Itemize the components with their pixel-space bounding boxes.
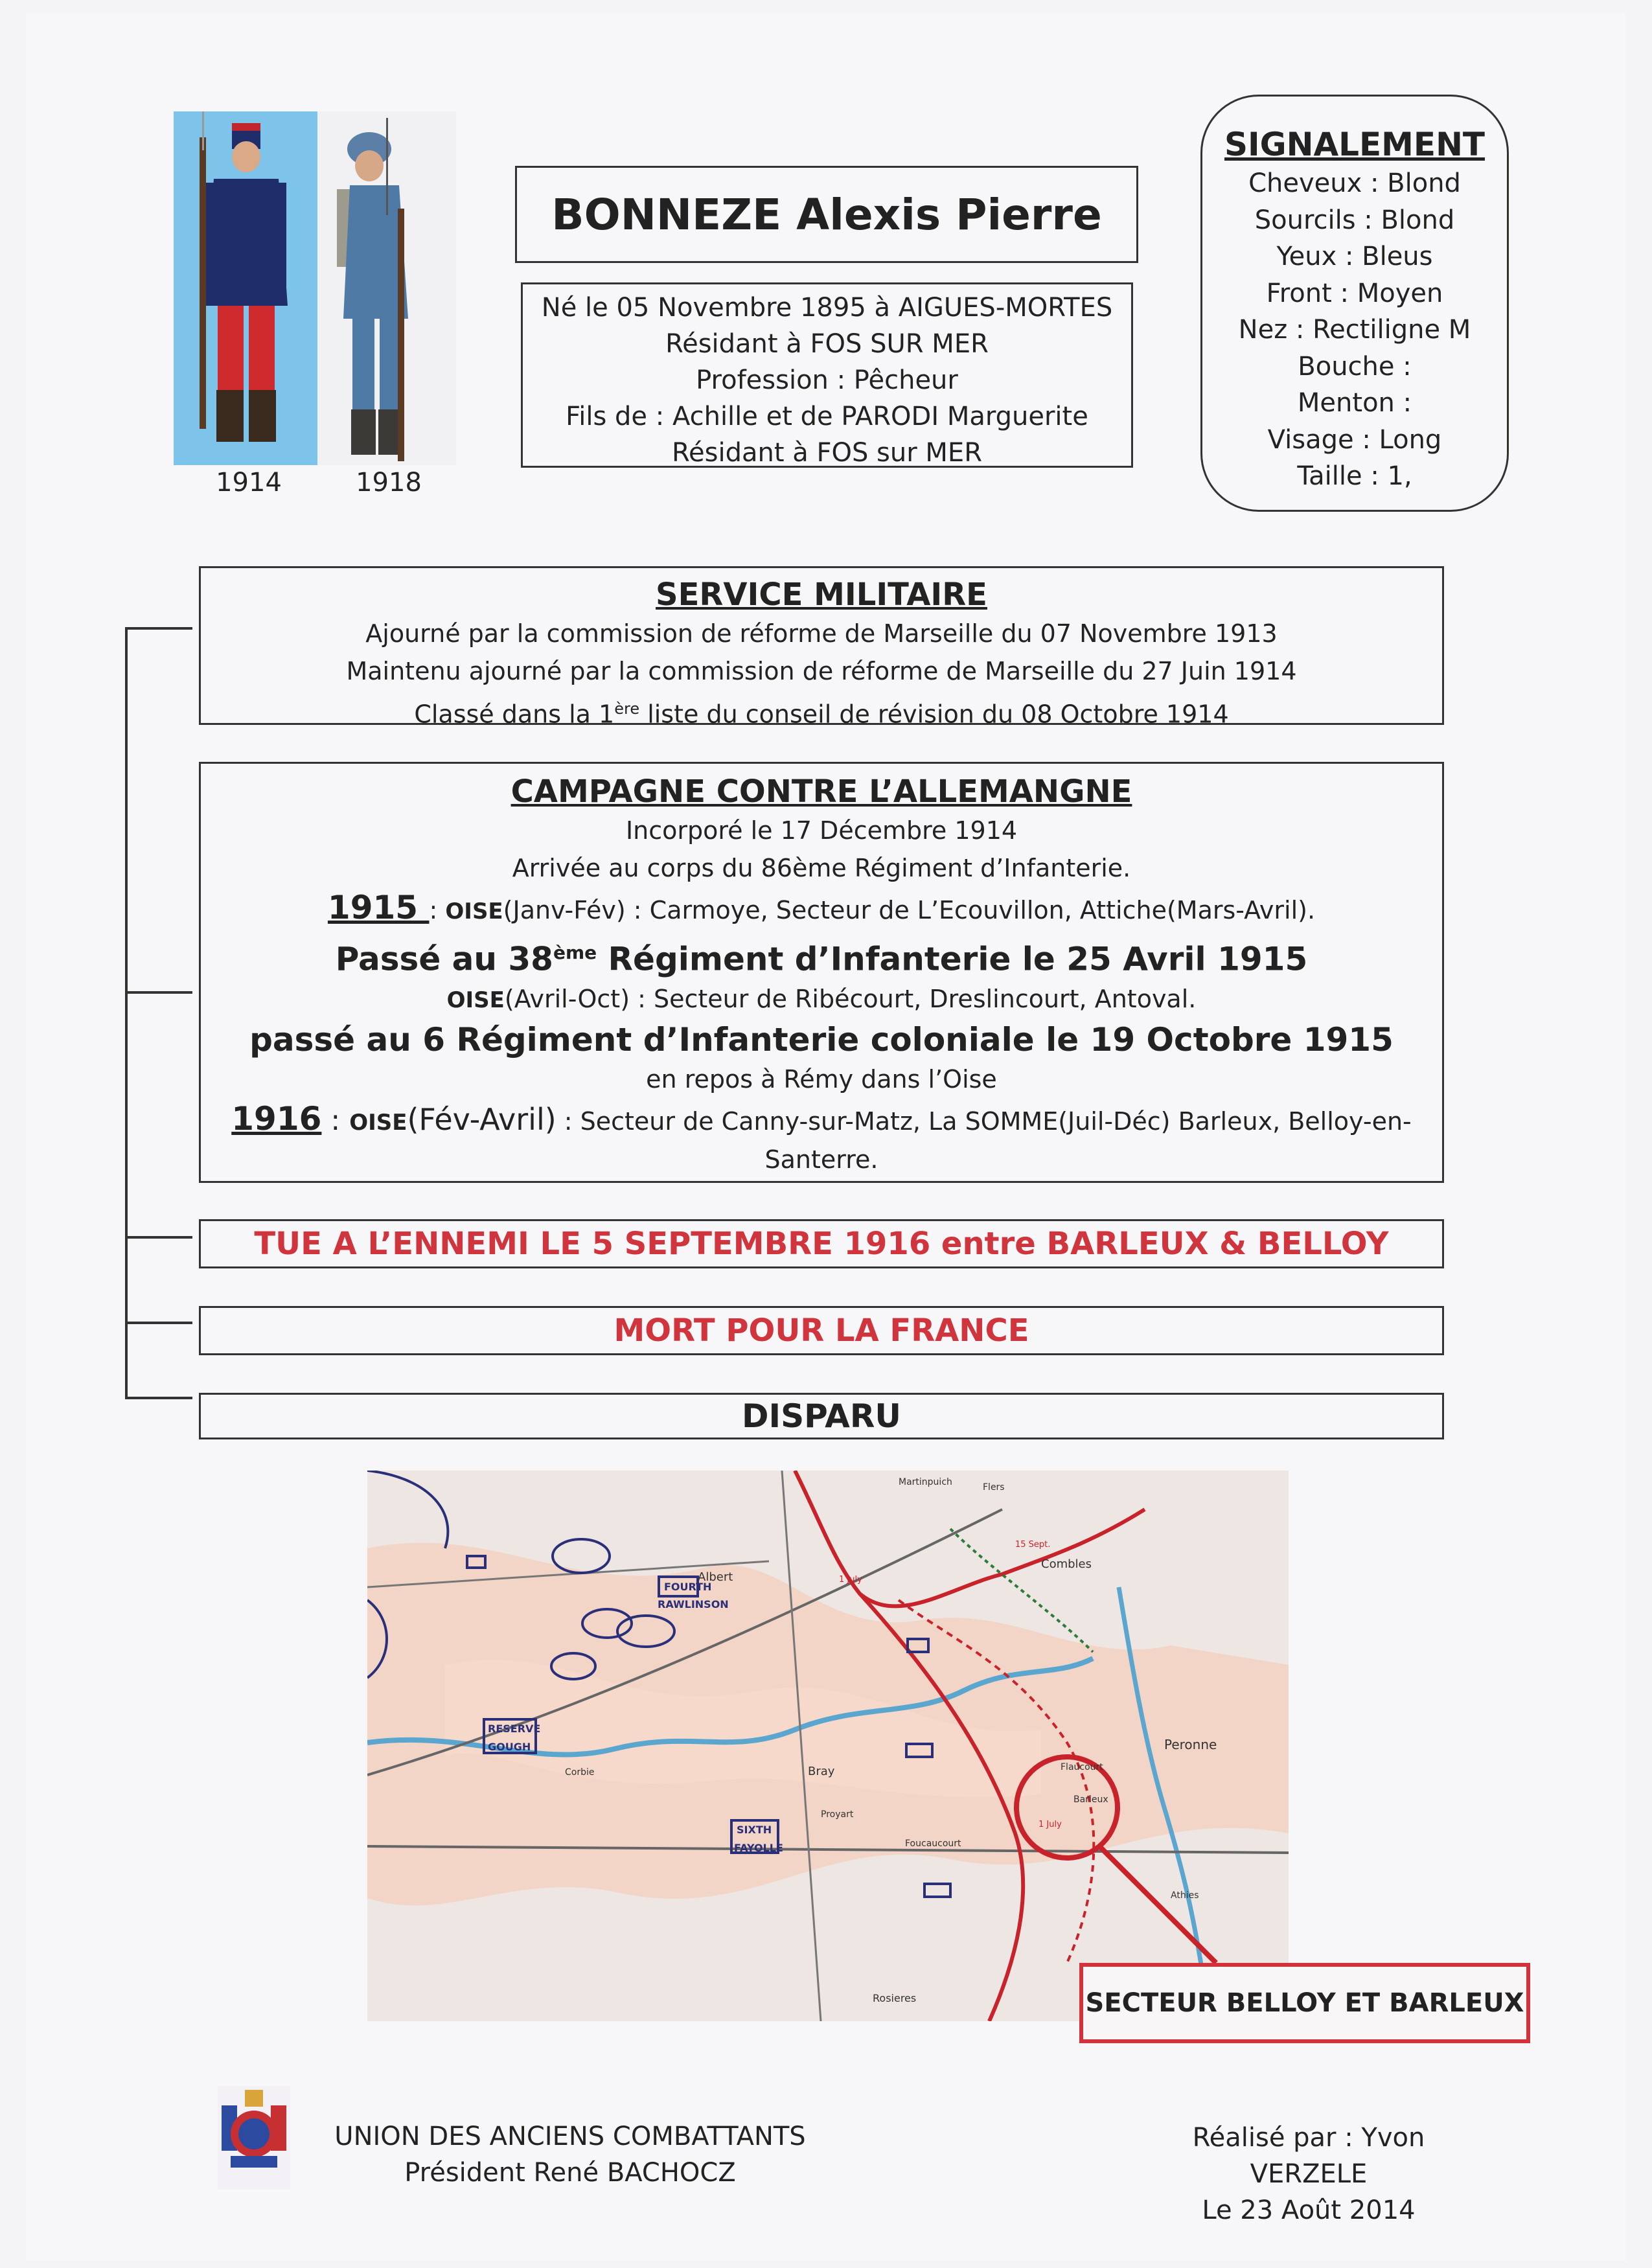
parents-line: Fils de : Achille et de PARODI Marguerite (566, 402, 1088, 431)
disparu-box (199, 1393, 1444, 1439)
place-rosieres: Rosieres (873, 1992, 917, 2004)
date-line: Le 23 Août 2014 (1202, 2195, 1416, 2225)
year-1915: 1915 (327, 889, 430, 926)
oise-label: OISE (349, 1109, 407, 1136)
name-box (515, 166, 1138, 263)
timeline-bracket-tick (125, 1236, 192, 1239)
service-line-part: Classé dans la 1 (414, 700, 615, 729)
oise-label: OISE (445, 899, 503, 924)
place-barleux: Barleux (1073, 1794, 1108, 1805)
army-rawlinson: RAWLINSON (658, 1598, 729, 1610)
parents-residence-line: Résidant à FOS sur MER (672, 438, 982, 468)
service-line: Maintenu ajourné par la commission de réforme de Marseille du 27 Juin 1914 (346, 657, 1297, 685)
year-label-1918: 1918 (356, 468, 422, 498)
signalement-line: Nez : Rectiligne M (1238, 315, 1471, 345)
year-1916-line (201, 1098, 1442, 1143)
army-sixth: SIXTH (737, 1824, 772, 1836)
army-fayolle: FAYOLLE (734, 1842, 783, 1854)
separator: : (321, 1103, 350, 1137)
tue-text: TUE A L’ENNEMI LE 5 SEPTEMBRE 1916 entre BARLEUX & BELLOY (254, 1226, 1389, 1262)
year-label-1914: 1914 (216, 468, 282, 498)
service-title: SERVICE MILITAIRE (656, 577, 987, 613)
timeline-bracket-tick (125, 1397, 192, 1399)
service-line: Ajourné par la commission de réforme de Marseille du 07 Novembre 1913 (365, 619, 1278, 648)
year-1916: 1916 (231, 1099, 322, 1138)
battle-map-drawing (367, 1471, 1289, 2021)
place-martinpuich: Martinpuich (899, 1477, 952, 1487)
place-combles: Combles (1041, 1557, 1092, 1571)
period-1916: (Fév-Avril) (407, 1101, 556, 1137)
incorpore-line: Incorporé le 17 Décembre 1914 (625, 816, 1018, 845)
army-gough: GOUGH (488, 1741, 531, 1753)
date-1-july: 1 July (839, 1575, 862, 1585)
repos-line: en repos à Rémy dans l’Oise (646, 1064, 997, 1094)
service-line (201, 690, 1442, 733)
timeline-bracket-tick (125, 627, 192, 630)
date-15-sept: 15 Sept. (1015, 1540, 1051, 1550)
signalement-line: Sourcils : Blond (1254, 205, 1455, 235)
signalement-line: Visage : Long (1267, 424, 1442, 455)
battle-map (367, 1471, 1289, 2021)
year-1916-text: : Secteur de Canny-sur-Matz, La SOMME(Juil-Déc) Barleux, Belloy-en- (556, 1106, 1412, 1136)
footer-author (1147, 2120, 1471, 2228)
arrivee-line: Arrivée au corps du 86ème Régiment d’Infanterie. (512, 854, 1131, 882)
year-1916-line-cont: Santerre. (764, 1145, 878, 1174)
tue-box (199, 1219, 1444, 1268)
timeline-bracket-tick (125, 991, 192, 994)
soldier-1914-image (174, 111, 317, 465)
timeline-bracket-vertical (125, 627, 128, 1398)
signalement-line: Taille : 1, (1297, 461, 1412, 491)
service-militaire-box (199, 566, 1444, 729)
campaign-title: CAMPAGNE CONTRE L’ALLEMANGNE (511, 773, 1132, 810)
place-foucaucourt: Foucaucourt (905, 1838, 961, 1849)
place-albert: Albert (698, 1570, 733, 1584)
signalement-box (1200, 95, 1509, 512)
union-name: UNION DES ANCIENS COMBATTANTS (334, 2122, 806, 2151)
oise-avril-line (201, 980, 1442, 1019)
place-flaucourt: Flaucourt (1061, 1762, 1103, 1772)
birth-line: Né le 05 Novembre 1895 à AIGUES-MORTES (541, 293, 1113, 323)
place-flers: Flers (983, 1482, 1005, 1493)
oise-avril-text: (Avril-Oct) : Secteur de Ribécourt, Dreslincourt, Antoval. (504, 984, 1197, 1013)
passe-38-line (201, 932, 1442, 980)
mort-text: MORT POUR LA FRANCE (614, 1312, 1029, 1349)
map-secteur-label-box (1079, 1963, 1530, 2043)
superscript: ème (553, 942, 597, 963)
place-athies: Athies (1171, 1890, 1199, 1901)
residence-line: Résidant à FOS SUR MER (665, 329, 989, 359)
signalement-title: SIGNALEMENT (1224, 126, 1486, 163)
mort-box (199, 1306, 1444, 1355)
person-name: BONNEZE Alexis Pierre (551, 189, 1102, 240)
year-1915-text: (Janv-Fév) : Carmoye, Secteur de L’Ecouvillon, Attiche(Mars-Avril). (503, 896, 1316, 924)
place-peronne: Peronne (1164, 1737, 1217, 1752)
signalement-line: Menton : (1297, 388, 1412, 418)
service-line-part: liste du conseil de révision du 08 Octobre 1914 (639, 700, 1229, 729)
army-reserve: RESERVE (488, 1723, 541, 1735)
birth-info-box (521, 282, 1133, 468)
soldier-1918-image (317, 111, 456, 465)
author-line: Réalisé par : Yvon VERZELE (1192, 2123, 1425, 2189)
union-logo (218, 2086, 290, 2190)
year-1915-line (201, 887, 1442, 932)
timeline-bracket-tick (125, 1322, 192, 1324)
place-proyart: Proyart (821, 1809, 854, 1820)
passe-6-line: passé au 6 Régiment d’Infanterie coloniale le 19 Octobre 1915 (249, 1020, 1394, 1059)
signalement-line: Cheveux : Blond (1248, 168, 1461, 198)
date-1-july-b: 1 July (1038, 1820, 1062, 1829)
map-secteur-label: SECTEUR BELLOY ET BARLEUX (1085, 1988, 1524, 2018)
superscript: ère (614, 700, 640, 718)
signalement-line: Yeux : Bleus (1276, 242, 1433, 271)
union-president: Président René BACHOCZ (404, 2158, 736, 2188)
place-bray: Bray (808, 1765, 835, 1778)
separator: : (429, 896, 446, 924)
campaign-box (199, 762, 1444, 1183)
profession-line: Profession : Pêcheur (696, 365, 958, 395)
oise-label: OISE (446, 987, 505, 1013)
signalement-line: Front : Moyen (1266, 278, 1443, 308)
army-fourth: FOURTH (664, 1581, 712, 1593)
place-corbie: Corbie (565, 1767, 595, 1778)
passe-38-part: Passé au 38 (335, 940, 553, 978)
passe-38-part: Régiment d’Infanterie le 25 Avril 1915 (597, 940, 1308, 978)
disparu-text: DISPARU (742, 1397, 901, 1435)
signalement-line: Bouche : (1298, 351, 1412, 382)
footer-association (324, 2118, 816, 2191)
